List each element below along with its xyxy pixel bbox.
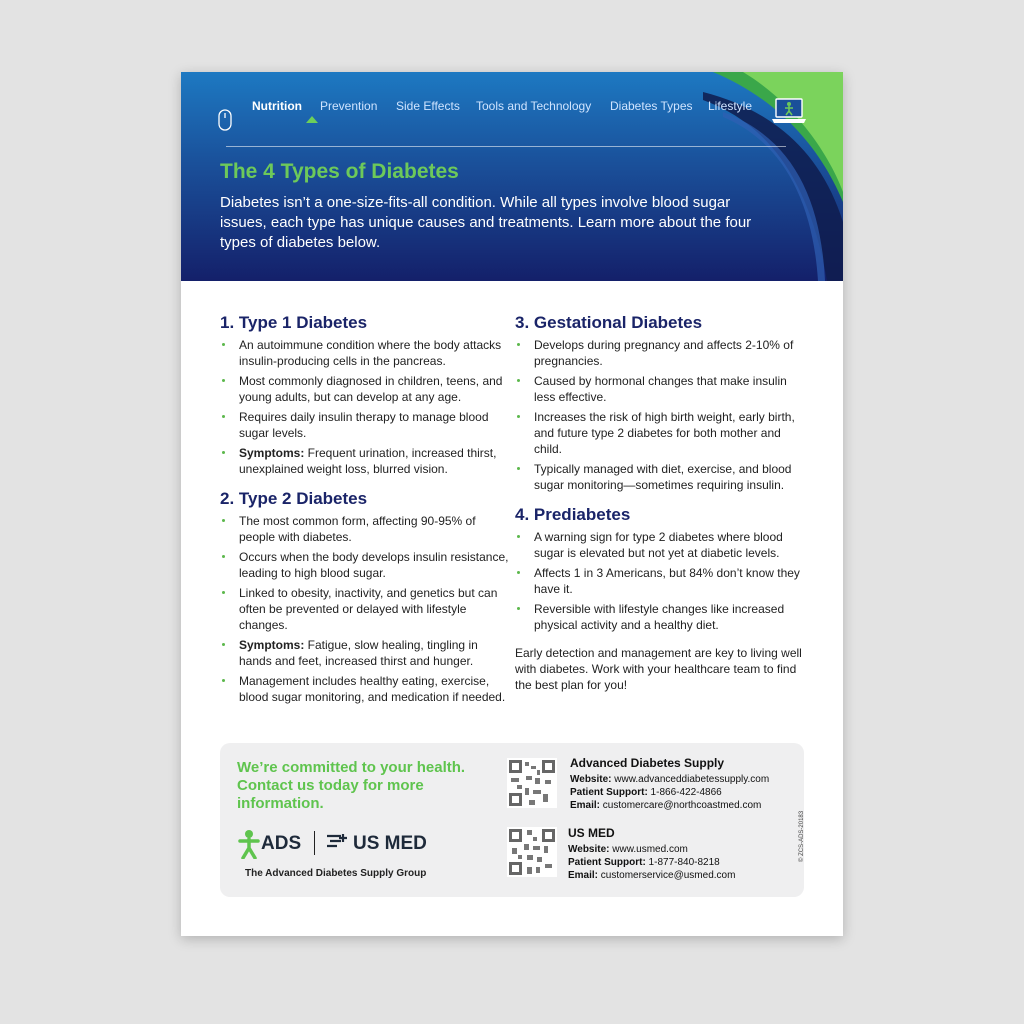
company-info-usmed bbox=[568, 826, 735, 882]
contact-panel bbox=[220, 743, 804, 897]
ads-figure-icon bbox=[237, 829, 261, 859]
left-column bbox=[220, 313, 512, 717]
intro-paragraph: Diabetes isn’t a one-size-fits-all condition. While all types involve blood sugar issues, each type has unique causes and treatments. Learn more about the four types of diabetes below. bbox=[220, 194, 752, 251]
list-item: Develops during pregnancy and affects 2-10% of pregnancies. bbox=[515, 337, 805, 369]
mouse-icon bbox=[218, 109, 232, 131]
tab-side-effects[interactable]: Side Effects bbox=[396, 99, 460, 113]
right-column bbox=[515, 313, 805, 693]
closing-paragraph: Early detection and management are key to living well with diabetes. Work with your healthcare team to find the best plan for you! bbox=[515, 646, 802, 692]
document-code: © ZCS-ADS-20183 bbox=[799, 810, 805, 862]
list-item: Occurs when the body develops insulin resistance, leading to high blood sugar. bbox=[220, 549, 512, 581]
list-item: Increases the risk of high birth weight, early birth, and future type 2 diabetes for both mother and child. bbox=[515, 409, 805, 457]
list-item: An autoimmune condition where the body attacks insulin-producing cells in the pancreas. bbox=[220, 337, 512, 369]
section-title-type1: 1. Type 1 Diabetes bbox=[220, 313, 368, 332]
email-line[interactable]: Email: customercare@northcoastmed.com bbox=[570, 800, 762, 811]
tab-diabetes-types[interactable]: Diabetes Types bbox=[610, 99, 693, 113]
list-item: Affects 1 in 3 Americans, but 84% don’t know they have it. bbox=[515, 565, 805, 597]
list-item: Requires daily insulin therapy to manage blood sugar levels. bbox=[220, 409, 512, 441]
list-item: Typically managed with diet, exercise, and blood sugar monitoring—sometimes requiring insulin. bbox=[515, 461, 805, 493]
tab-lifestyle[interactable]: Lifestyle bbox=[708, 99, 753, 113]
brand-logos bbox=[237, 829, 452, 859]
topic-nav bbox=[218, 99, 818, 121]
company-info-ads bbox=[570, 756, 769, 812]
page-title: The 4 Types of Diabetes bbox=[220, 160, 459, 183]
section-title-gestational: 3. Gestational Diabetes bbox=[515, 313, 703, 332]
prediabetes-list bbox=[515, 529, 805, 633]
nav-underline bbox=[226, 146, 786, 147]
company-name: US MED bbox=[568, 826, 615, 840]
website-line[interactable]: Website: www.usmed.com bbox=[568, 844, 688, 855]
ads-logo-text: ADS bbox=[261, 833, 302, 854]
hero-banner bbox=[181, 72, 843, 281]
section-title-type2: 2. Type 2 Diabetes bbox=[220, 489, 368, 508]
flyer-page bbox=[181, 72, 843, 936]
tab-tools-and-technology[interactable]: Tools and Technology bbox=[476, 99, 592, 113]
company-name: Advanced Diabetes Supply bbox=[570, 756, 725, 770]
section-title-prediabetes: 4. Prediabetes bbox=[515, 505, 631, 524]
group-name: The Advanced Diabetes Supply Group bbox=[245, 868, 427, 879]
type1-list bbox=[220, 337, 512, 477]
usmed-logo-text: US MED bbox=[353, 833, 427, 854]
gestational-list bbox=[515, 337, 805, 493]
email-line[interactable]: Email: customerservice@usmed.com bbox=[568, 870, 736, 881]
list-item: Symptoms: Frequent urination, increased thirst, unexplained weight loss, blurred vision. bbox=[220, 445, 512, 477]
qr-code-icon[interactable] bbox=[507, 758, 557, 808]
phone-line[interactable]: Patient Support: 1-866-422-4866 bbox=[570, 787, 722, 798]
tab-nutrition[interactable]: Nutrition bbox=[252, 99, 302, 113]
website-line[interactable]: Website: www.advanceddiabetessupply.com bbox=[570, 774, 770, 785]
list-item: Linked to obesity, inactivity, and genetics but can often be prevented or delayed with lifestyle changes. bbox=[220, 585, 512, 633]
list-item: The most common form, affecting 90-95% of people with diabetes. bbox=[220, 513, 512, 545]
list-item: Reversible with lifestyle changes like increased physical activity and a healthy diet. bbox=[515, 601, 805, 633]
list-item: Caused by hormonal changes that make insulin less effective. bbox=[515, 373, 805, 405]
logo-divider bbox=[314, 831, 315, 855]
laptop-icon bbox=[771, 98, 807, 124]
cta-text: We’re committed to your health. Contact us today for more information. bbox=[237, 759, 466, 812]
type2-list bbox=[220, 513, 512, 705]
qr-code-icon[interactable] bbox=[507, 827, 557, 877]
list-item: A warning sign for type 2 diabetes where blood sugar is elevated but not yet at diabetic levels. bbox=[515, 529, 805, 561]
usmed-mark-icon bbox=[327, 832, 353, 856]
phone-line[interactable]: Patient Support: 1-877-840-8218 bbox=[568, 857, 720, 868]
tab-prevention[interactable]: Prevention bbox=[320, 99, 378, 113]
list-item: Most commonly diagnosed in children, teens, and young adults, but can develop at any age. bbox=[220, 373, 512, 405]
list-item: Symptoms: Fatigue, slow healing, tingling in hands and feet, increased thirst and hunger. bbox=[220, 637, 512, 669]
list-item: Management includes healthy eating, exercise, blood sugar monitoring, and medication if needed. bbox=[220, 673, 512, 705]
active-tab-indicator bbox=[306, 116, 318, 123]
